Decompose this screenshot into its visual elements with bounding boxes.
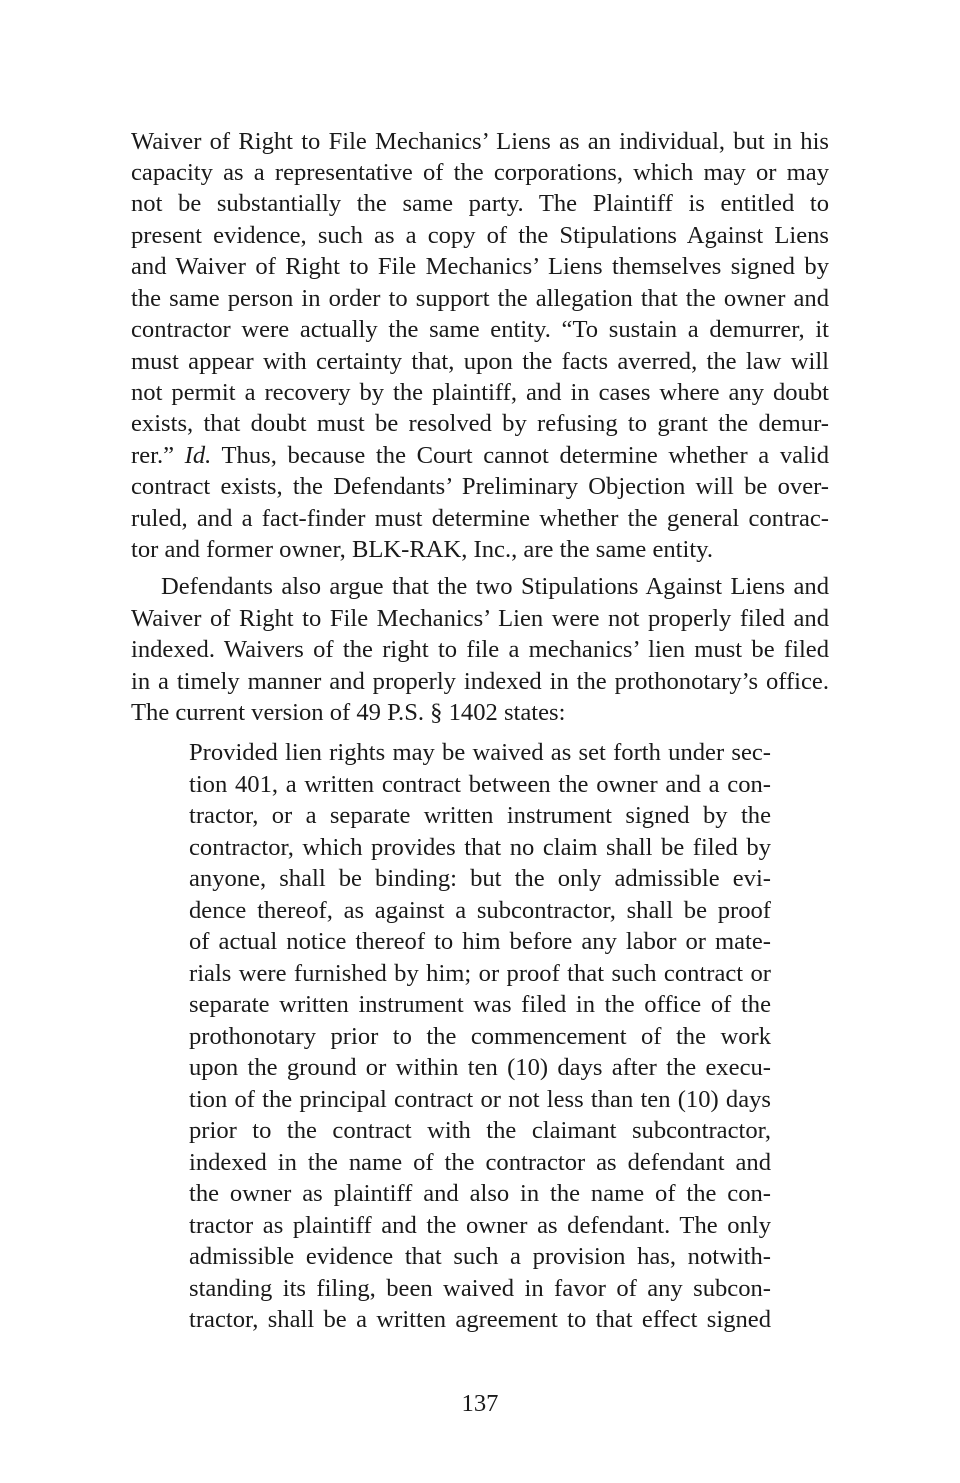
citation-id: Id.: [184, 442, 212, 469]
quote-line: of actual notice thereof to him before any labor or mate-: [189, 928, 771, 955]
quote-line: tractor, shall be a written agreement to that effect signed: [189, 1306, 771, 1333]
quote-line: the owner as plaintiff and also in the name of the con-: [189, 1180, 771, 1207]
text-line: present evidence, such as a copy of the Stipulations Against Liens: [131, 222, 829, 249]
quote-line: prior to the contract with the claimant subcontractor,: [189, 1117, 771, 1144]
page-number: 137: [461, 1390, 499, 1417]
text-line: not permit a recovery by the plaintiff, and in cases where any doubt: [131, 379, 829, 406]
quote-line: anyone, shall be binding: but the only admissible evi-: [189, 865, 771, 892]
quote-line: upon the ground or within ten (10) days after the execu-: [189, 1054, 771, 1081]
text-line: Defendants also argue that the two Stipulations Against Liens and: [161, 573, 829, 600]
text-fragment: rer.”: [131, 442, 175, 469]
text-fragment: Thus, because the Court cannot determine whether a valid: [221, 442, 829, 469]
quote-line: tractor, or a separate written instrument signed by the: [189, 802, 771, 829]
quote-line: tion 401, a written contract between the owner and a con-: [189, 771, 771, 798]
text-line-with-citation: [131, 440, 829, 471]
text-line: Waiver of Right to File Mechanics’ Liens as an individual, but in his: [131, 128, 829, 155]
text-line: ruled, and a fact-finder must determine whether the general contrac-: [131, 505, 829, 532]
text-line: and Waiver of Right to File Mechanics’ Liens themselves signed by: [131, 253, 829, 280]
quote-line: contractor, which provides that no claim shall be filed by: [189, 834, 771, 861]
text-line: indexed. Waivers of the right to file a mechanics’ lien must be filed: [131, 636, 829, 663]
text-line: contractor were actually the same entity. “To sustain a demurrer, it: [131, 316, 829, 343]
quote-line: dence thereof, as against a subcontractor, shall be proof: [189, 897, 771, 924]
quote-line: tractor as plaintiff and the owner as defendant. The only: [189, 1212, 771, 1239]
quote-line: indexed in the name of the contractor as defendant and: [189, 1149, 771, 1176]
text-line: must appear with certainty that, upon the facts averred, the law will: [131, 348, 829, 375]
quote-line: tion of the principal contract or not less than ten (10) days: [189, 1086, 771, 1113]
text-line: Waiver of Right to File Mechanics’ Lien were not properly filed and: [131, 605, 829, 632]
text-line: contract exists, the Defendants’ Preliminary Objection will be over-: [131, 473, 829, 500]
text-line: exists, that doubt must be resolved by refusing to grant the demur-: [131, 410, 829, 437]
quote-line: Provided lien rights may be waived as set forth under sec-: [189, 739, 771, 766]
text-line: not be substantially the same party. The Plaintiff is entitled to: [131, 190, 829, 217]
quote-line: prothonotary prior to the commencement of the work: [189, 1023, 771, 1050]
quote-line: rials were furnished by him; or proof that such contract or: [189, 960, 771, 987]
text-line: tor and former owner, BLK-RAK, Inc., are the same entity.: [131, 536, 714, 563]
text-line: capacity as a representative of the corporations, which may or may: [131, 159, 829, 186]
quote-line: separate written instrument was filed in the office of the: [189, 991, 771, 1018]
quote-line: standing its filing, been waived in favor of any subcon-: [189, 1275, 771, 1302]
text-line: The current version of 49 P.S. § 1402 states:: [131, 699, 566, 726]
quote-line: admissible evidence that such a provision has, notwith-: [189, 1243, 771, 1270]
text-line: in a timely manner and properly indexed in the prothonotary’s office.: [131, 668, 829, 695]
text-line: the same person in order to support the allegation that the owner and: [131, 285, 829, 312]
